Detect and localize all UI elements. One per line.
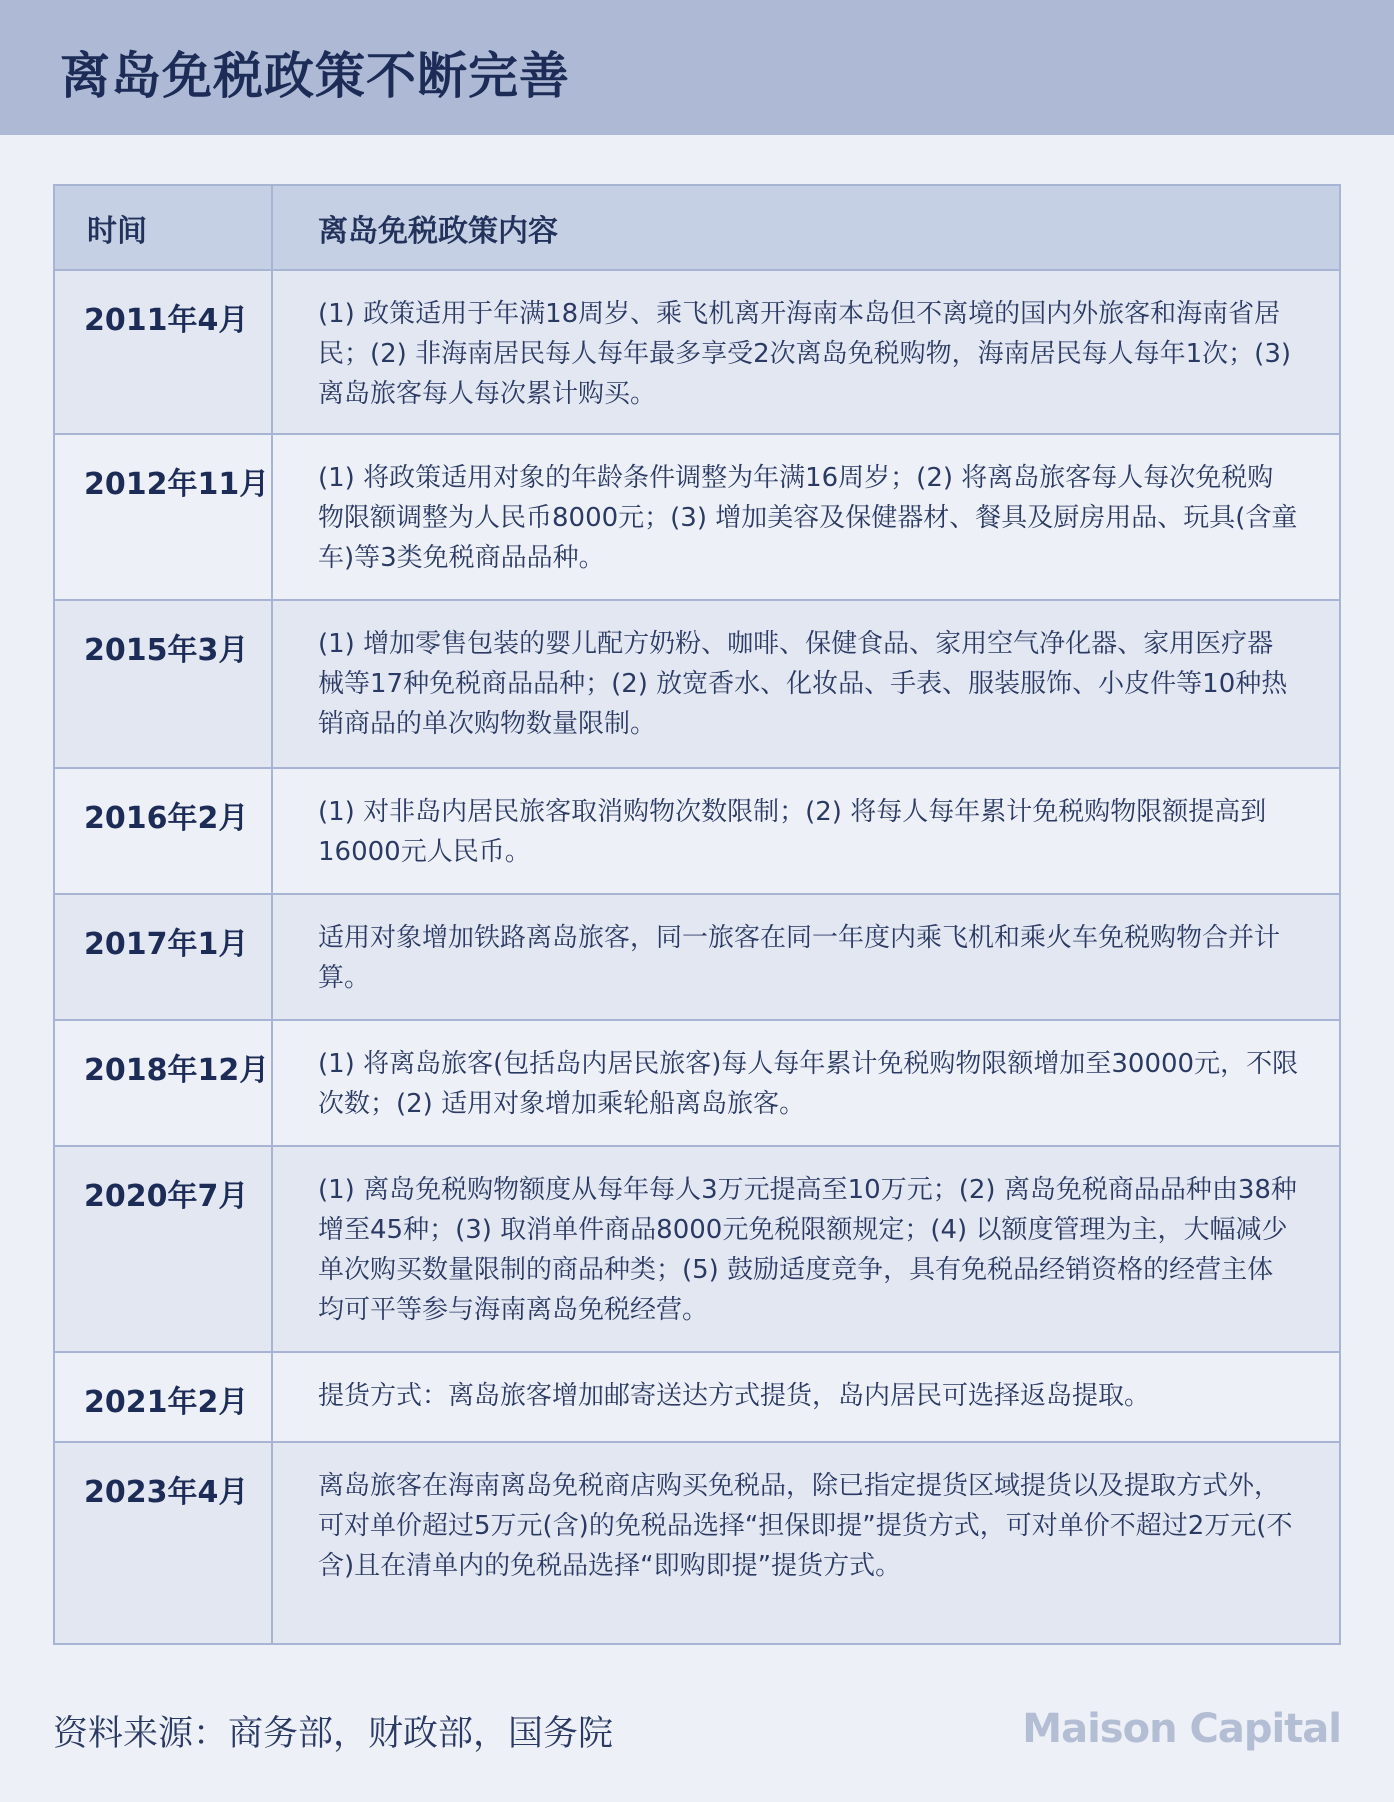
column-header-content: 离岛免税政策内容 (272, 185, 1340, 270)
row-content: (1) 将离岛旅客(包括岛内居民旅客)每人每年累计免税购物限额增加至30000元，不限次数；(2) 适用对象增加乘轮船离岛旅客。 (272, 1020, 1340, 1146)
table-row (54, 1352, 1340, 1442)
row-content: (1) 离岛免税购物额度从每年每人3万元提高至10万元；(2) 离岛免税商品品种由38种增至45种；(3) 取消单件商品8000元免税限额规定；(4) 以额度管理为主，大幅减少单次购买数量限制的商品种类；(5) 鼓励适度竞争，具有免税品经销资格的经营主体均可平等参与海南离岛免税经营。 (272, 1146, 1340, 1352)
row-time: 2020年7月 (54, 1146, 272, 1352)
row-time: 2012年11月 (54, 434, 272, 600)
table-header-row (54, 185, 1340, 270)
row-time: 2015年3月 (54, 600, 272, 768)
table-row (54, 270, 1340, 434)
row-time: 2016年2月 (54, 768, 272, 894)
title-banner (0, 0, 1394, 135)
row-content: (1) 增加零售包装的婴儿配方奶粉、咖啡、保健食品、家用空气净化器、家用医疗器械等17种免税商品品种；(2) 放宽香水、化妆品、手表、服装服饰、小皮件等10种热销商品的单次购物数量限制。 (272, 600, 1340, 768)
table-row (54, 1442, 1340, 1644)
table-row (54, 434, 1340, 600)
row-content: (1) 政策适用于年满18周岁、乘飞机离开海南本岛但不离境的国内外旅客和海南省居民；(2) 非海南居民每人每年最多享受2次离岛免税购物，海南居民每人每年1次；(3)离岛旅客每人每次累计购买。 (272, 270, 1340, 434)
row-time: 2023年4月 (54, 1442, 272, 1644)
column-header-time: 时间 (54, 185, 272, 270)
policy-table (53, 184, 1341, 1645)
table-row (54, 1146, 1340, 1352)
table-row (54, 1020, 1340, 1146)
row-time: 2011年4月 (54, 270, 272, 434)
table-row (54, 894, 1340, 1020)
row-time: 2017年1月 (54, 894, 272, 1020)
row-content: (1) 将政策适用对象的年龄条件调整为年满16周岁；(2) 将离岛旅客每人每次免税购物限额调整为人民币8000元；(3) 增加美容及保健器材、餐具及厨房用品、玩具(含童车)等3类免税商品品种。 (272, 434, 1340, 600)
source-note: 资料来源：商务部，财政部，国务院 (53, 1714, 614, 1754)
row-content: 提货方式：离岛旅客增加邮寄送达方式提货，岛内居民可选择返岛提取。 (272, 1352, 1340, 1442)
table-row (54, 768, 1340, 894)
row-time: 2021年2月 (54, 1352, 272, 1442)
row-content: (1) 对非岛内居民旅客取消购物次数限制；(2) 将每人每年累计免税购物限额提高到16000元人民币。 (272, 768, 1340, 894)
row-time: 2018年12月 (54, 1020, 272, 1146)
brand-logo: Maison Capital (1022, 1706, 1341, 1752)
row-content: 适用对象增加铁路离岛旅客，同一旅客在同一年度内乘飞机和乘火车免税购物合并计算。 (272, 894, 1340, 1020)
page-title: 离岛免税政策不断完善 (60, 47, 570, 105)
row-content: 离岛旅客在海南离岛免税商店购买免税品，除已指定提货区域提货以及提取方式外，可对单价超过5万元(含)的免税品选择“担保即提”提货方式，可对单价不超过2万元(不含)且在清单内的免税品选择“即购即提”提货方式。 (272, 1442, 1340, 1644)
table-row (54, 600, 1340, 768)
